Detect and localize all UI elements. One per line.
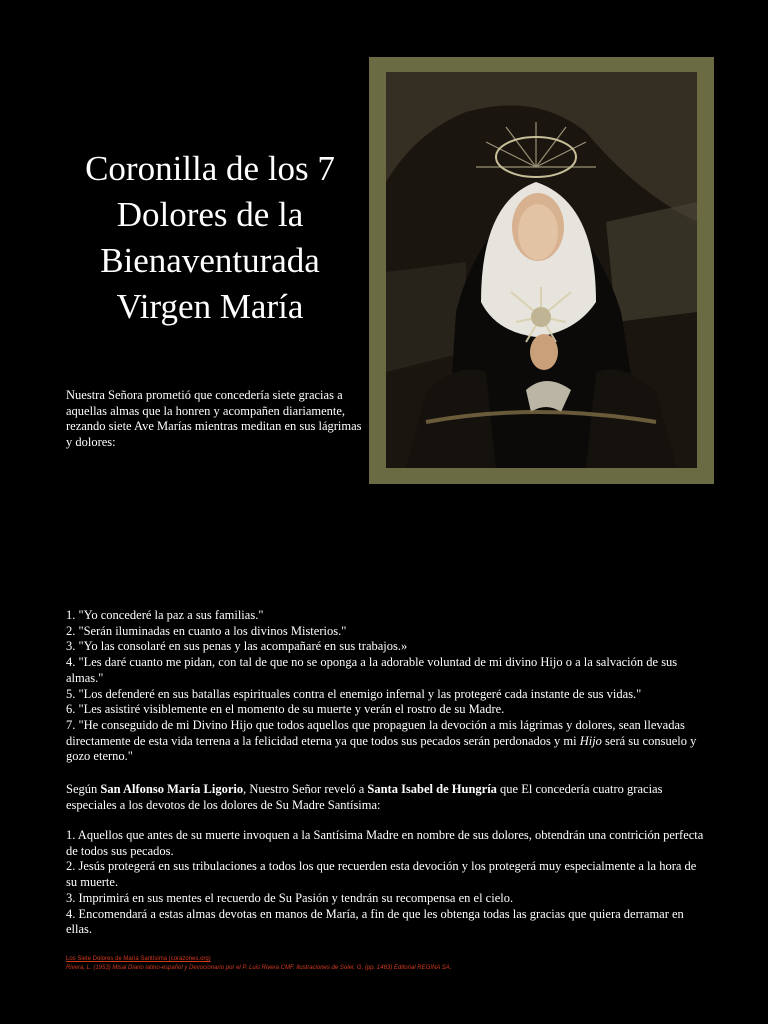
ligorio-text: que El concedería cuatro gracias especiales a los devotos de los dolores de Su Madre Santísima:: [66, 782, 663, 812]
title-line: Coronilla de los 7: [85, 149, 335, 188]
list-item: 4. Encomendará a estas almas devotas en manos de María, a fin de que les obtenga todas las gracias que quiera derramar en ellas.: [66, 906, 684, 937]
list-item: 2. "Serán iluminadas en cuanto a los divinos Misterios.": [66, 623, 347, 638]
list-item: 5. "Los defenderé en sus batallas espirituales contra el enemigo infernal y las protegeré cada instante de sus vidas.": [66, 686, 642, 701]
promises-list: [66, 608, 706, 765]
promise-7-italic: Hijo: [579, 733, 602, 748]
list-item: 6. "Les asistiré visiblemente en el momento de su muerte y verán el rostro de su Madre.: [66, 702, 505, 717]
title-line: Dolores de la: [116, 195, 304, 234]
ligorio-paragraph: [66, 782, 706, 813]
virgin-illustration: [386, 72, 697, 468]
isabel-name: Santa Isabel de Hungría: [367, 782, 497, 796]
virgin-image-frame: [369, 57, 714, 484]
graces-list: [66, 828, 706, 938]
list-item: 4. "Les daré cuanto me pidan, con tal de que no se oponga a la adorable voluntad de mi divino Hijo o a la salvación de sus almas.": [66, 655, 678, 685]
page-title: [40, 146, 380, 330]
ligorio-text: , Nuestro Señor reveló a: [243, 782, 365, 796]
list-item: 3. Imprimirá en sus mentes el recuerdo de Su Pasión y tendrán su recompensa en el cielo.: [66, 890, 514, 905]
reference-citation: Rivera, L. (1953) Misal Diario latino-español y Devocionario por el P. Luis Rivera CMF. Ilustraciones de Soler, G. (pp. 1463) Editorial REGINA SA.: [66, 965, 452, 971]
virgin-image: [386, 72, 697, 468]
intro-text: Nuestra Señora prometió que concedería siete gracias a aquellas almas que la honren y acompañen diariamente, rezando siete Ave Marías mientras meditan en sus lágrimas y dolores:: [66, 388, 362, 449]
references: [66, 955, 706, 973]
list-item: 2. Jesús protegerá en sus tribulaciones a todos los que recuerden esta devoción y los protegerá muy especialmente a la hora de su muerte.: [66, 859, 697, 890]
list-item: 1. Aquellos que antes de su muerte invoquen a la Santísima Madre en nombre de sus dolores, obtendrán una contrición perfecta de todos sus pecados.: [66, 828, 704, 858]
title-line: Bienaventurada: [100, 241, 320, 280]
title-line: Virgen María: [116, 287, 304, 326]
list-item: [66, 718, 706, 765]
ligorio-text: Según: [66, 782, 98, 796]
promise-7-end: será su consuelo y gozo eterno.": [66, 733, 697, 764]
list-item: 1. "Yo concederé la paz a sus familias.": [66, 608, 264, 622]
reference-link[interactable]: Los Siete Dolores de María Santísima (corazones.org): [66, 956, 211, 962]
list-item: 3. "Yo las consolaré en sus penas y las acompañaré en sus trabajos.»: [66, 639, 408, 654]
ligorio-name: San Alfonso María Ligorio: [100, 782, 244, 796]
promise-7-text: 7. "He conseguido de mi Divino Hijo que todos aquellos que propaguen la devoción a mis lágrimas y dolores, sean llevadas directamente de esta vida terrena a la felicidad eterna ya que todos sus pecados serán perdonados y mi: [66, 717, 685, 748]
